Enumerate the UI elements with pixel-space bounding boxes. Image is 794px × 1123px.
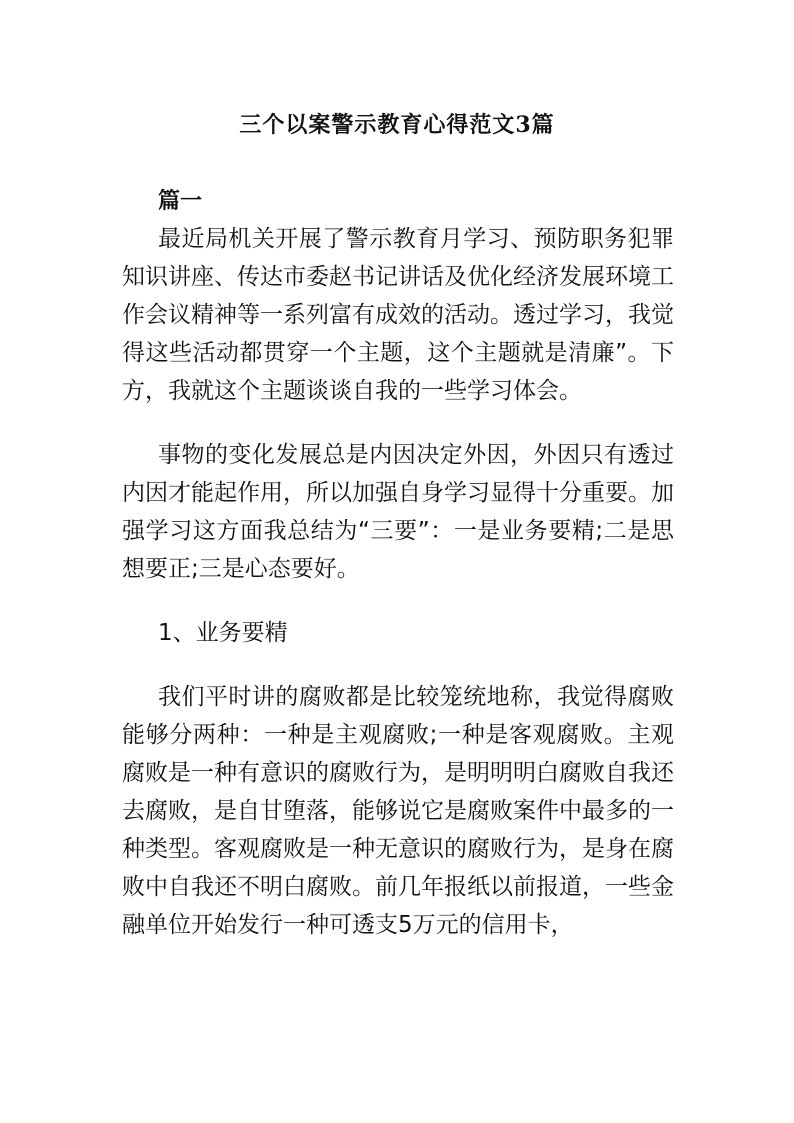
paragraph-spacer — [122, 410, 674, 436]
section-heading: 篇一 — [158, 188, 203, 214]
paragraph-intro: 最近局机关开展了警示教育月学习、预防职务犯罪知识讲座、传达市委赵书记讲话及优化经济发展环境工作会议精神等一系列富有成效的活动。透过学习，我觉得这些活动都贯穿一个主题，这个主题就是清廉”。下方，我就这个主题谈谈自我的一些学习体会。 — [122, 226, 674, 404]
subheading-business: 1、业务要精 — [158, 620, 288, 646]
document-title: 三个以案警示教育心得范文3篇 — [239, 112, 555, 138]
paragraph-internal-cause: 事物的变化发展总是内因决定外因，外因只有透过内因才能起作用，所以加强自身学习显得十分重要。加强学习这方面我总结为“三要”：一是业务要精;二是思想要正;三是心态要好。 — [122, 442, 674, 582]
document-body — [122, 182, 674, 944]
paragraph-spacer — [122, 652, 674, 678]
paragraph-spacer — [122, 588, 674, 614]
paragraph-corruption: 我们平时讲的腐败都是比较笼统地称，我觉得腐败能够分两种：一种是主观腐败;一种是客观腐败。主观腐败是一种有意识的腐败行为，是明明明白腐败自我还去腐败，是自甘堕落，能够说它是腐败案件中最多的一种类型。客观腐败是一种无意识的腐败行为，是身在腐败中自我还不明白腐败。前几年报纸以前报道，一些金融单位开始发行一种可透支5万元的信用卡， — [122, 684, 674, 938]
